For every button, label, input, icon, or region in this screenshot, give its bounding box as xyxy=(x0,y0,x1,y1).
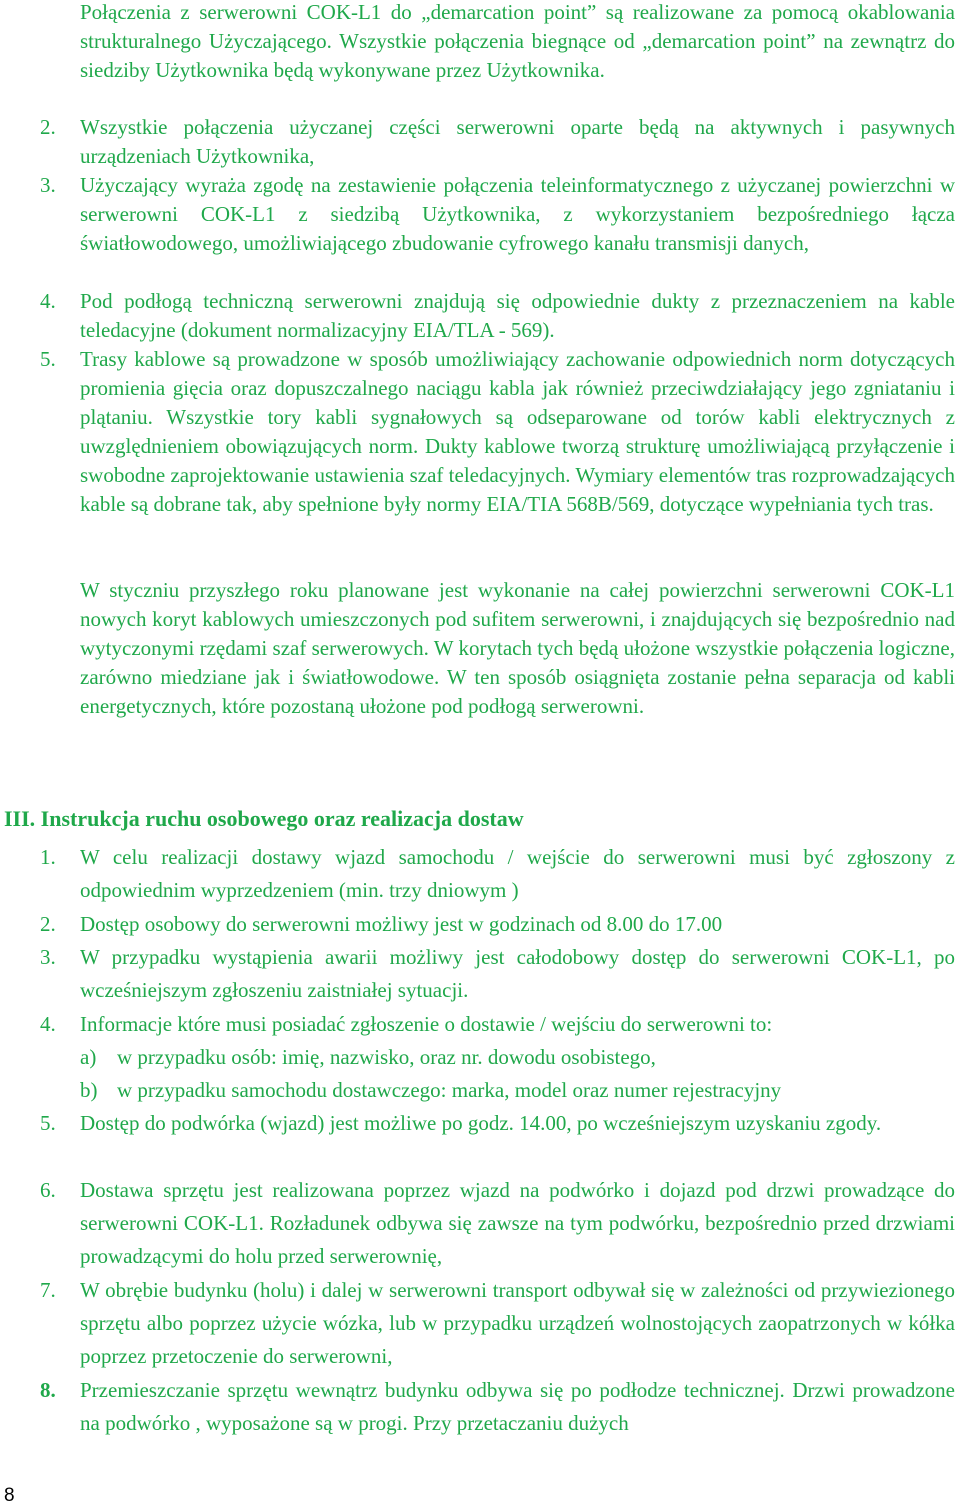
sub-list-item xyxy=(80,1041,656,1074)
list-number: 8. xyxy=(40,1378,56,1402)
list-number: 3. xyxy=(40,173,56,197)
paragraph-demarcation: Połączenia z serwerowni COK-L1 do „demarcation point” są realizowane za pomocą okablowania strukturalnego Użyczającego. Wszystkie połączenia biegnące od „demarcation point” na zewnątrz do siedziby Użytkownika będą wykonywane przez Użytkownika. xyxy=(80,0,955,82)
list-item-text: Przemieszczanie sprzętu wewnątrz budynku odbywa się po podłodze technicznej. Drzwi prowadzone na podwórko , wyposażone są w progi. Przy przetaczaniu dużych xyxy=(80,1378,955,1435)
list-number: 4. xyxy=(40,289,56,313)
sub-list-letter: a) xyxy=(80,1045,97,1069)
list-item-text: Trasy kablowe są prowadzone w sposób umożliwiający zachowanie odpowiednich norm dotyczących promienia gięcia oraz dopuszczalnego naciągu kabla jak również przeciwdziałający jego zgniataniu i plątaniu. Wszystkie tory kabli sygnałowych są odseparowane od torów kabli elektrycznych z uwzględnieniem obowiązujących norm. Dukty kablowe tworzą strukturę umożliwiającą przyłączenie i swobodne zaprojektowanie ustawienia szaf teledacyjnych. Wymiary elementów tras rozprowadzających kable są dobrane tak, aby spełnione były normy EIA/TIA 568B/569, dotyczące wypełniania tych tras. xyxy=(80,347,955,516)
sub-list-text: w przypadku osób: imię, nazwisko, oraz nr. dowodu osobistego, xyxy=(117,1045,656,1069)
list-number: 7. xyxy=(40,1278,56,1302)
list-item-text: W obrębie budynku (holu) i dalej w serwerowni transport odbywał się w zależności od przywiezionego sprzętu albo poprzez użycie wózka, lub w przypadku urządzeń wolnostojących zaopatrzonych w kółka poprzez przetoczenie do serwerowni, xyxy=(80,1278,955,1368)
list-item-text: W przypadku wystąpienia awarii możliwy jest całodobowy dostęp do serwerowni COK-L1, po wcześniejszym zgłoszeniu zaistniałej sytuacji. xyxy=(80,945,955,1002)
list-item-text: W celu realizacji dostawy wjazd samochodu / wejście do serwerowni musi być zgłoszony z odpowiednim wyprzedzeniem (min. trzy dniowym ) xyxy=(80,845,955,902)
paragraph-cable-trays: W styczniu przyszłego roku planowane jest wykonanie na całej powierzchni serwerowni COK-L1 nowych koryt kablowych umieszczonych pod sufitem serwerowni, i znajdujących się bezpośrednio nad wytyczonymi rzędami szaf serwerowych. W korytach tych będą ułożone wszystkie połączenia logiczne, zarówno miedziane jak i światłowodowe. W ten sposób osiągnięta zostanie pełna separacja od kabli energetycznych, które pozostaną ułożone pod podłogą serwerowni. xyxy=(80,578,955,718)
list-number: 5. xyxy=(40,1111,56,1135)
sub-list-item xyxy=(80,1074,781,1107)
list-item-text: Wszystkie połączenia użyczanej części serwerowni oparte będą na aktywnych i pasywnych urządzeniach Użytkownika, xyxy=(80,115,955,168)
page-number: 8 xyxy=(4,1485,15,1506)
list-number: 6. xyxy=(40,1178,56,1202)
list-item-text: Dostawa sprzętu jest realizowana poprzez wjazd na podwórko i dojazd pod drzwi prowadzące do serwerowni COK-L1. Rozładunek odbywa się zawsze na tym podwórku, bezpośrednio przed drzwiami prowadzącymi do holu przed serwerownię, xyxy=(80,1178,955,1268)
section-heading: III. Instrukcja ruchu osobowego oraz realizacja dostaw xyxy=(4,806,524,831)
list-number: 5. xyxy=(40,347,56,371)
list-number: 4. xyxy=(40,1012,56,1036)
list-number: 2. xyxy=(40,115,56,139)
sub-list-text: w przypadku samochodu dostawczego: marka, model oraz numer rejestracyjny xyxy=(117,1078,782,1102)
list-item-text: Dostęp do podwórka (wjazd) jest możliwe po godz. 14.00, po wcześniejszym uzyskaniu zgody. xyxy=(80,1111,882,1135)
list-item-text: Informacje które musi posiadać zgłoszenie o dostawie / wejściu do serwerowni to: xyxy=(80,1012,773,1036)
list-number: 1. xyxy=(40,845,56,869)
sub-list-letter: b) xyxy=(80,1078,98,1102)
list-item-text: Użyczający wyraża zgodę na zestawienie połączenia teleinformatycznego z użyczanej powierzchni w serwerowni COK-L1 z siedzibą Użytkownika, z wykorzystaniem bezpośredniego łącza światłowodowego, umożliwiającego zbudowanie cyfrowego kanału transmisji danych, xyxy=(80,173,955,255)
list-number: 3. xyxy=(40,945,56,969)
list-item-text: Dostęp osobowy do serwerowni możliwy jest w godzinach od 8.00 do 17.00 xyxy=(80,912,723,936)
list-item-text: Pod podłogą techniczną serwerowni znajdują się odpowiednie dukty z przeznaczeniem na kable teledacyjne (dokument normalizacyjny EIA/TLA - 569). xyxy=(80,289,955,342)
list-number: 2. xyxy=(40,912,56,936)
